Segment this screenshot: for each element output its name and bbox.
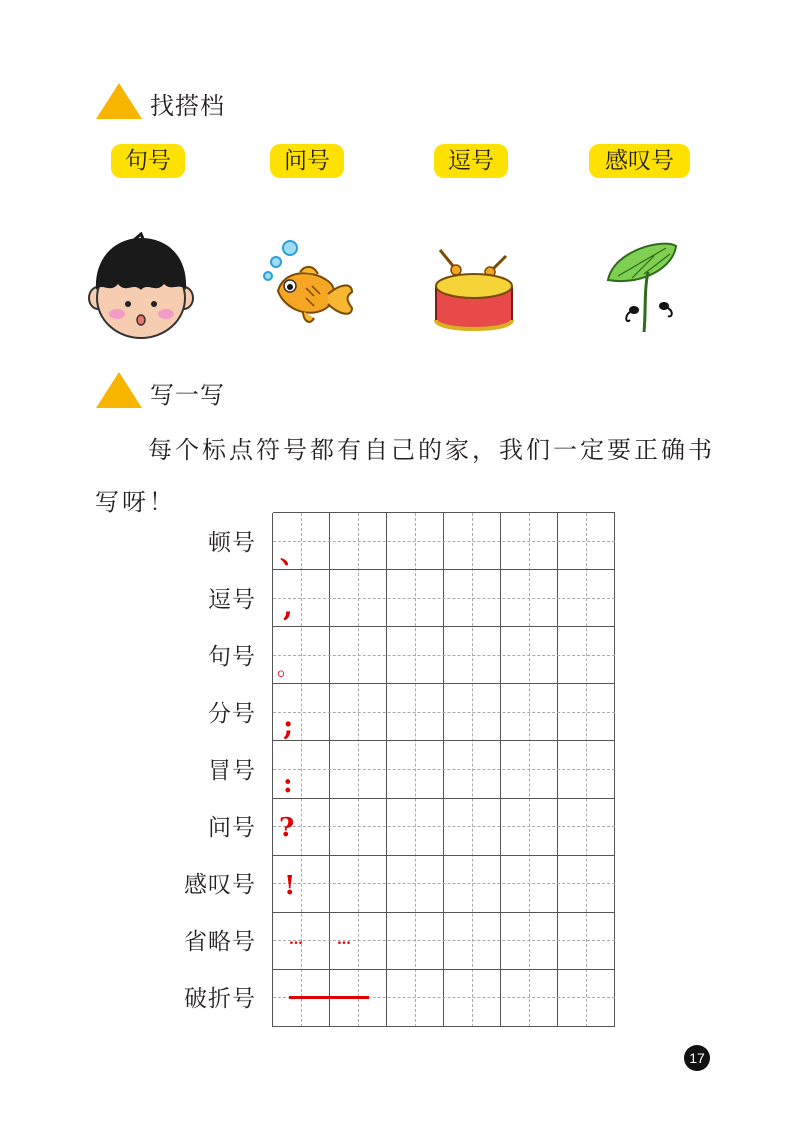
- grid-cell-border: [386, 513, 387, 1027]
- mark-gantanhao: !: [284, 871, 296, 901]
- grid-cell-border: [443, 513, 444, 1027]
- page-number: 17: [684, 1045, 710, 1071]
- grid-cell-midline: [273, 883, 615, 884]
- grid-cell-border: [273, 683, 615, 684]
- lotus-leaf-picture: [604, 236, 680, 336]
- grid-cell-border: [557, 513, 558, 1027]
- grid-cell-border: [273, 626, 615, 627]
- mark-pozhehao-line: [289, 996, 369, 999]
- drum-picture: [428, 246, 520, 336]
- mark-maohao: :: [283, 769, 293, 799]
- mark-dunhao: 、: [280, 540, 307, 570]
- grid-cell-border: [273, 855, 615, 856]
- section-title-write: 写一写: [150, 381, 225, 409]
- mark-juhao: 。: [277, 656, 300, 681]
- row-label-gantanhao: 感叹号: [184, 872, 256, 898]
- row-label-wenhao: 问号: [208, 815, 256, 841]
- row-label-juhao: 句号: [208, 644, 256, 670]
- mark-douhao: ,: [283, 590, 293, 623]
- row-label-maohao: 冒号: [208, 758, 256, 784]
- grid-cell-midline: [273, 769, 615, 770]
- instruction-line-2: 写呀！: [95, 488, 176, 516]
- pill-exclamation[interactable]: 感叹号: [589, 144, 690, 178]
- pill-question-mark[interactable]: 问号: [270, 144, 344, 178]
- grid-cell-border: [614, 513, 615, 1027]
- goldfish-picture: [248, 236, 358, 328]
- grid-cell-border: [273, 912, 615, 913]
- grid-cell-midline: [586, 513, 587, 1027]
- mark-fenhao: ;: [283, 709, 294, 742]
- grid-cell-border: [273, 740, 615, 741]
- grid-cell-border: [272, 513, 273, 1027]
- grid-cell-midline: [472, 513, 473, 1027]
- row-label-shenglüehao: 省略号: [184, 929, 256, 955]
- grid-cell-border: [273, 798, 615, 799]
- section-title-find-partner: 找搭档: [150, 92, 225, 120]
- instruction-line-1: 每个标点符号都有自己的家，我们一定要正确书: [148, 436, 715, 464]
- mark-wenhao: ?: [279, 813, 295, 843]
- grid-cell-midline: [273, 712, 615, 713]
- grid-cell-midline: [273, 826, 615, 827]
- pill-comma[interactable]: 逗号: [434, 144, 508, 178]
- grid-cell-midline: [273, 655, 615, 656]
- section-triangle-icon: [96, 372, 142, 408]
- grid-cell-border: [273, 569, 615, 570]
- grid-cell-midline: [529, 513, 530, 1027]
- grid-cell-midline: [415, 513, 416, 1027]
- section-triangle-icon: [96, 83, 142, 119]
- row-label-dunhao: 顿号: [208, 530, 256, 556]
- row-label-douhao: 逗号: [208, 587, 256, 613]
- grid-cell-midline: [273, 598, 615, 599]
- grid-cell-border: [500, 513, 501, 1027]
- grid-cell-border: [273, 969, 615, 970]
- boy-face-picture: [84, 232, 198, 340]
- row-label-pozhehao: 破折号: [184, 986, 256, 1012]
- mark-shenglüehao: ……: [289, 932, 385, 948]
- grid-cell-midline: [273, 541, 615, 542]
- pill-period[interactable]: 句号: [111, 144, 185, 178]
- row-label-fenhao: 分号: [208, 701, 256, 727]
- grid-cell-border: [273, 512, 615, 513]
- grid-cell-border: [273, 1026, 615, 1027]
